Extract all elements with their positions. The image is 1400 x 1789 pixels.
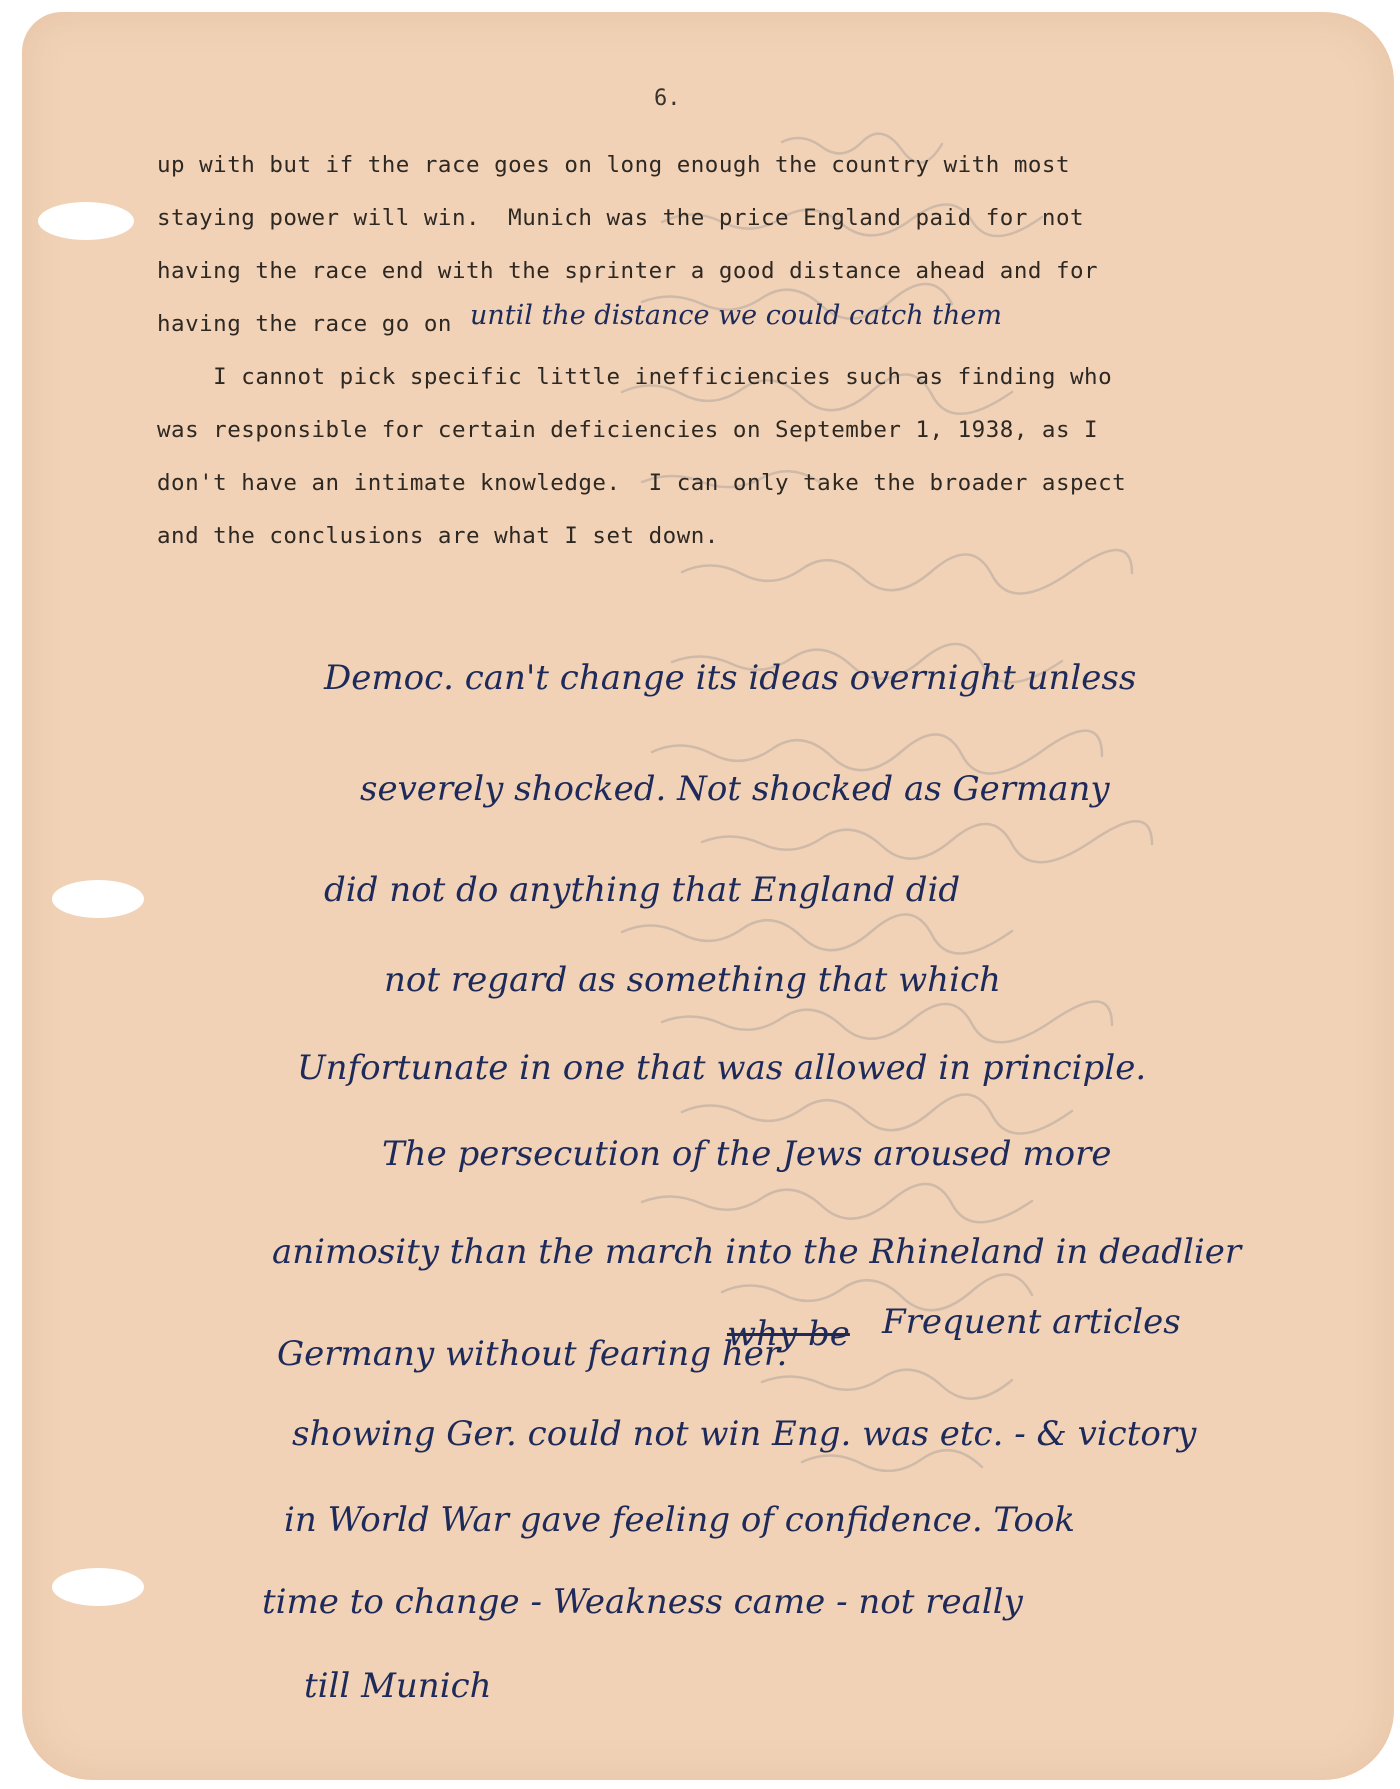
typed-line: was responsible for certain deficiencies on September 1, 1938, as I: [157, 417, 1099, 443]
struck-out-word: why be: [727, 1314, 850, 1354]
handwritten-line: not regard as something that which: [384, 960, 1001, 1000]
handwritten-line: Germany without fearing her.: [277, 1334, 788, 1374]
handwritten-line: Democ. can't change its ideas overnight unless: [324, 658, 1137, 698]
typed-line: staying power will win. Munich was the price England paid for not: [157, 205, 1085, 231]
handwritten-line: did not do anything that England did: [324, 870, 961, 910]
typed-line: I cannot pick specific little inefficiencies such as finding who: [157, 364, 1113, 390]
handwritten-line: in World War gave feeling of confidence. Took: [284, 1500, 1076, 1540]
typed-line: having the race go on: [157, 311, 452, 337]
handwritten-line: animosity than the march into the Rhineland in deadlier: [272, 1232, 1242, 1272]
typed-line: don't have an intimate knowledge. I can only take the broader aspect: [157, 470, 1127, 496]
handwritten-line: till Munich: [304, 1666, 492, 1706]
binder-hole-top: [38, 202, 134, 240]
page-number: 6.: [654, 86, 681, 111]
typed-line: and the conclusions are what I set down.: [157, 523, 719, 549]
typed-line: having the race end with the sprinter a good distance ahead and for: [157, 258, 1099, 284]
handwritten-line: severely shocked. Not shocked as Germany: [360, 769, 1110, 809]
handwritten-line: Unfortunate in one that was allowed in principle.: [297, 1048, 1147, 1088]
typed-line: up with but if the race goes on long enough the country with most: [157, 152, 1070, 178]
handwritten-line: showing Ger. could not win Eng. was etc. - & victory: [292, 1414, 1197, 1454]
handwritten-line: Frequent articles: [882, 1302, 1181, 1342]
binder-hole-bottom: [52, 1568, 144, 1606]
binder-hole-middle: [52, 880, 144, 918]
document-page: [22, 12, 1394, 1780]
handwritten-line: The persecution of the Jews aroused more: [382, 1134, 1112, 1174]
inline-handwritten-note: until the distance we could catch them: [470, 300, 1002, 331]
handwritten-line: time to change - Weakness came - not really: [262, 1582, 1023, 1622]
